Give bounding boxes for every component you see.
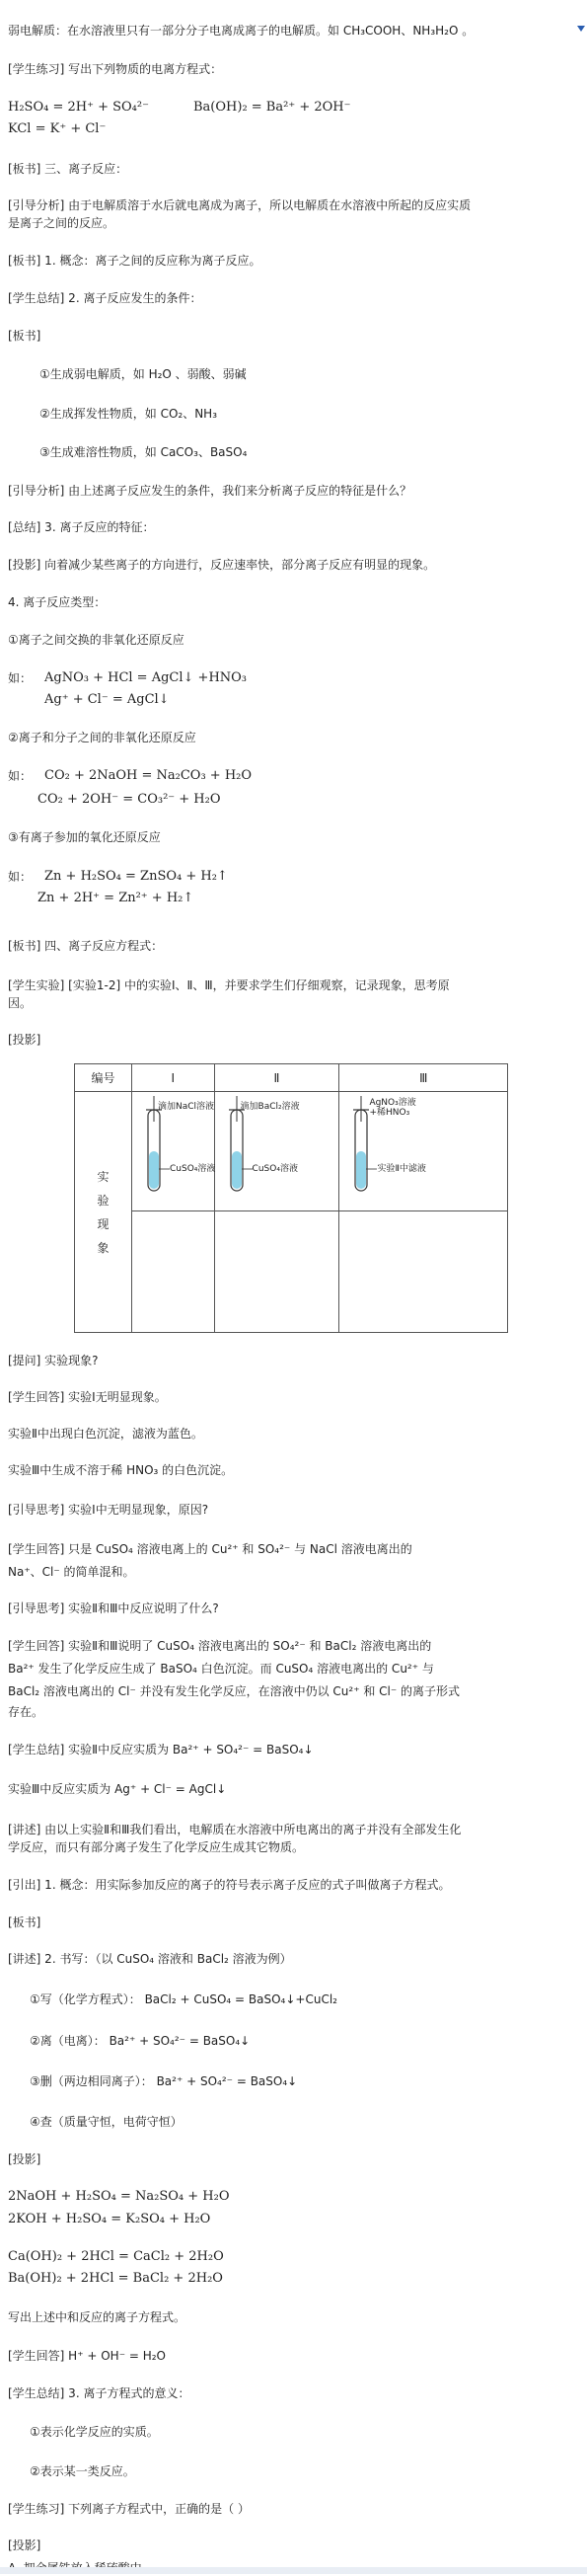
board-label: [板书] <box>8 329 41 343</box>
student-experiment-line-2: 因。 <box>8 996 33 1010</box>
summary-exp3: 实验Ⅲ中反应实质为 Ag⁺ + Cl⁻ = AgCl↓ <box>8 1782 227 1796</box>
example-label-1: 如： <box>8 671 33 685</box>
equation-co2-naoh: CO₂ + 2NaOH = Na₂CO₃ + H₂O <box>44 768 253 783</box>
step-check: ④查（质量守恒，电荷守恒） <box>30 2115 183 2129</box>
equation-baoh2: Ba(OH)₂ = Ba²⁺ + 2OH⁻ <box>193 100 351 115</box>
answer-exp23-3: BaCl₂ 溶液电离出的 Cl⁻ 并没有发生化学反应，在溶液中仍以 Cu²⁺ 和 Cl⁻ 的离子形式 <box>8 1684 461 1698</box>
answer-exp1-reason-2: Na⁺、Cl⁻ 的简单混和。 <box>8 1565 135 1579</box>
analysis-line-2: 是离子之间的反应。 <box>8 216 115 230</box>
step-ionize: ②离（电离）： Ba²⁺ + SO₄²⁻ = BaSO₄↓ <box>30 2034 251 2048</box>
answer-exp23-2: Ba²⁺ 发生了化学反应生成了 BaSO₄ 白色沉淀。而 CuSO₄ 溶液电离出的 Cu²⁺ 与 <box>8 1662 434 1676</box>
reaction-types-heading: 4. 离子反应类型： <box>8 595 107 609</box>
student-experiment-line-1: [学生实验] [实验1-2] 中的实验Ⅰ、Ⅱ、Ⅲ，并要求学生们仔细观察，记录现象，思考原 <box>8 978 450 992</box>
guide-think-exp23: [引导思考] 实验Ⅱ和Ⅲ中反应说明了什么? <box>8 1601 219 1615</box>
condition-insoluble: ③生成难溶性物质，如 CaCO₃、BaSO₄ <box>39 445 248 459</box>
tube2-solution-label: CuSO₄溶液 <box>252 1164 298 1174</box>
example-label-3: 如： <box>8 870 33 884</box>
answer-exp23-4: 存在。 <box>8 1705 44 1719</box>
ionic-equation-zn: Zn + 2H⁺ = Zn²⁺ + H₂↑ <box>37 891 194 905</box>
table-row-head: 实 验 现 象 <box>75 1092 132 1333</box>
meaning-1: ①表示化学反应的实质。 <box>30 2425 159 2439</box>
equation-koh-h2so4: 2KOH + H₂SO₄ = K₂SO₄ + H₂O <box>8 2212 211 2226</box>
condition-volatile: ②生成挥发性物质，如 CO₂、NH₃ <box>39 407 218 421</box>
tube3-reagent-label-2: +稀HNO₃ <box>369 1108 410 1118</box>
example-label-2: 如： <box>8 769 33 783</box>
condition-weak-electrolyte: ①生成弱电解质，如 H₂O 、弱酸、弱碱 <box>39 367 247 381</box>
board-ionic-equation: [板书] 四、离子反应方程式： <box>8 939 164 953</box>
summary-characteristics: [总结] 3. 离子反应的特征： <box>8 520 155 534</box>
equation-naoh-h2so4: 2NaOH + H₂SO₄ = Na₂SO₄ + H₂O <box>8 2189 230 2204</box>
intro-concept: [引出] 1. 概念：用实际参加反应的离子的符号表示离子反应的式子叫做离子方程式。 <box>8 1878 451 1892</box>
result-cell-1 <box>132 1211 215 1333</box>
board-concept: [板书] 1. 概念：离子之间的反应称为离子反应。 <box>8 254 261 268</box>
tube3-solution-label: 实验Ⅱ中滤液 <box>377 1164 426 1174</box>
type-exchange: ①离子之间交换的非氧化还原反应 <box>8 633 184 647</box>
step-delete: ③删（两边相同离子）： Ba²⁺ + SO₄²⁻ = BaSO₄↓ <box>30 2074 298 2088</box>
summary-exp2: [学生总结] 实验Ⅱ中反应实质为 Ba²⁺ + SO₄²⁻ = BaSO₄↓ <box>8 1743 314 1756</box>
student-summary-conditions: [学生总结] 2. 离子反应发生的条件： <box>8 291 202 305</box>
result-cell-2 <box>214 1211 339 1333</box>
write-neutralization-prompt: 写出上述中和反应的离子方程式。 <box>8 2310 186 2324</box>
projection-characteristics: [投影] 向着减少某些离子的方向进行，反应速率快，部分离子反应有明显的现象。 <box>8 558 436 572</box>
summary-meaning: [学生总结] 3. 离子方程式的意义： <box>8 2386 190 2400</box>
equation-caoh2-hcl: Ca(OH)₂ + 2HCl = CaCl₂ + 2H₂O <box>8 2249 224 2264</box>
answer-exp2: 实验Ⅱ中出现白色沉淀，滤液为蓝色。 <box>8 1427 203 1441</box>
ionic-equation-co2: CO₂ + 2OH⁻ = CO₃²⁻ + H₂O <box>37 792 221 807</box>
type-redox: ③有离子参加的氧化还原反应 <box>8 830 161 844</box>
guide-think-exp1: [引导思考] 实验Ⅰ中无明显现象，原因? <box>8 1503 209 1517</box>
tube-cell-3 <box>339 1092 508 1211</box>
narration-line-2: 学反应，而只有部分离子发生了化学反应生成其它物质。 <box>8 1840 305 1854</box>
tube-cell-1 <box>132 1092 215 1211</box>
weak-electrolyte-definition: 弱电解质：在水溶液里只有一部分分子电离成离子的电解质。如 CH₃COOH、NH₃H₂O 。 <box>8 24 475 38</box>
board-label-2: [板书] <box>8 1915 41 1929</box>
tube1-reagent-label: 滴加NaCl溶液 <box>158 1102 215 1112</box>
tube2-reagent-label: 滴加BaCl₂溶液 <box>240 1102 300 1112</box>
answer-exp23-1: [学生回答] 实验Ⅱ和Ⅲ说明了 CuSO₄ 溶液电离出的 SO₄²⁻ 和 BaCl₂ 溶液电离出的 <box>8 1639 432 1653</box>
experiment-table <box>74 1063 508 1333</box>
student-exercise-line: [学生练习] 写出下列物质的电离方程式： <box>8 62 223 76</box>
answer-exp1-reason-1: [学生回答] 只是 CuSO₄ 溶液电离上的 Cu²⁺ 和 SO₄²⁻ 与 NaCl 溶液电离出的 <box>8 1542 412 1556</box>
meaning-2: ②表示某一类反应。 <box>30 2464 135 2478</box>
table-header-col-3: Ⅲ <box>339 1064 508 1092</box>
projection-label: [投影] <box>8 1033 41 1047</box>
bottom-edge <box>0 2567 587 2574</box>
result-cell-3 <box>339 1211 508 1333</box>
tube3-reagent-label: AgNO₃溶液 <box>369 1098 416 1108</box>
answer-neutralization: [学生回答] H⁺ + OH⁻ = H₂O <box>8 2349 166 2363</box>
narration-writing: [讲述] 2. 书写：（以 CuSO₄ 溶液和 BaCl₂ 溶液为例） <box>8 1952 292 1966</box>
table-header-number: 编号 <box>75 1064 132 1092</box>
step-write: ①写（化学方程式）： BaCl₂ + CuSO₄ = BaSO₄↓+CuCl₂ <box>30 1992 337 2006</box>
table-header-col-1: Ⅰ <box>132 1064 215 1092</box>
tube1-solution-label: CuSO₄溶液 <box>170 1164 216 1174</box>
analysis-line-1: [引导分析] 由于电解质溶于水后就电离成为离子，所以电解质在水溶液中所起的反应实质 <box>8 198 472 212</box>
projection-label-3: [投影] <box>8 2538 41 2552</box>
answer-exp3: 实验Ⅲ中生成不溶于稀 HNO₃ 的白色沉淀。 <box>8 1463 234 1477</box>
question-phenomena: [提问] 实验现象? <box>8 1354 99 1367</box>
equation-zn-h2so4: Zn + H₂SO₄ = ZnSO₄ + H₂↑ <box>44 869 228 884</box>
analysis-characteristics: [引导分析] 由上述离子反应发生的条件，我们来分析离子反应的特征是什么？ <box>8 484 412 498</box>
narration-line-1: [讲述] 由以上实验Ⅱ和Ⅲ我们看出，电解质在水溶液中所电离出的离子并没有全部发生化 <box>8 1823 462 1836</box>
projection-label-2: [投影] <box>8 2152 41 2166</box>
type-ion-molecule: ②离子和分子之间的非氧化还原反应 <box>8 731 196 744</box>
equation-agno3: AgNO₃ + HCl = AgCl↓ +HNO₃ <box>44 670 248 685</box>
equation-h2so4: H₂SO₄ = 2H⁺ + SO₄²⁻ <box>8 100 149 115</box>
table-header-col-2: Ⅱ <box>214 1064 339 1092</box>
scroll-arrow-icon[interactable] <box>577 26 585 32</box>
exercise-question: [学生练习] 下列离子方程式中，正确的是（ ） <box>8 2502 250 2516</box>
answer-exp1: [学生回答] 实验Ⅰ无明显现象。 <box>8 1390 167 1404</box>
equation-baoh2-hcl: Ba(OH)₂ + 2HCl = BaCl₂ + 2H₂O <box>8 2271 223 2286</box>
tube-cell-2 <box>214 1092 339 1211</box>
board-ion-reaction: [板书] 三、离子反应： <box>8 162 128 176</box>
equation-kcl: KCl = K⁺ + Cl⁻ <box>8 121 107 136</box>
ionic-equation-agcl: Ag⁺ + Cl⁻ = AgCl↓ <box>44 692 170 707</box>
